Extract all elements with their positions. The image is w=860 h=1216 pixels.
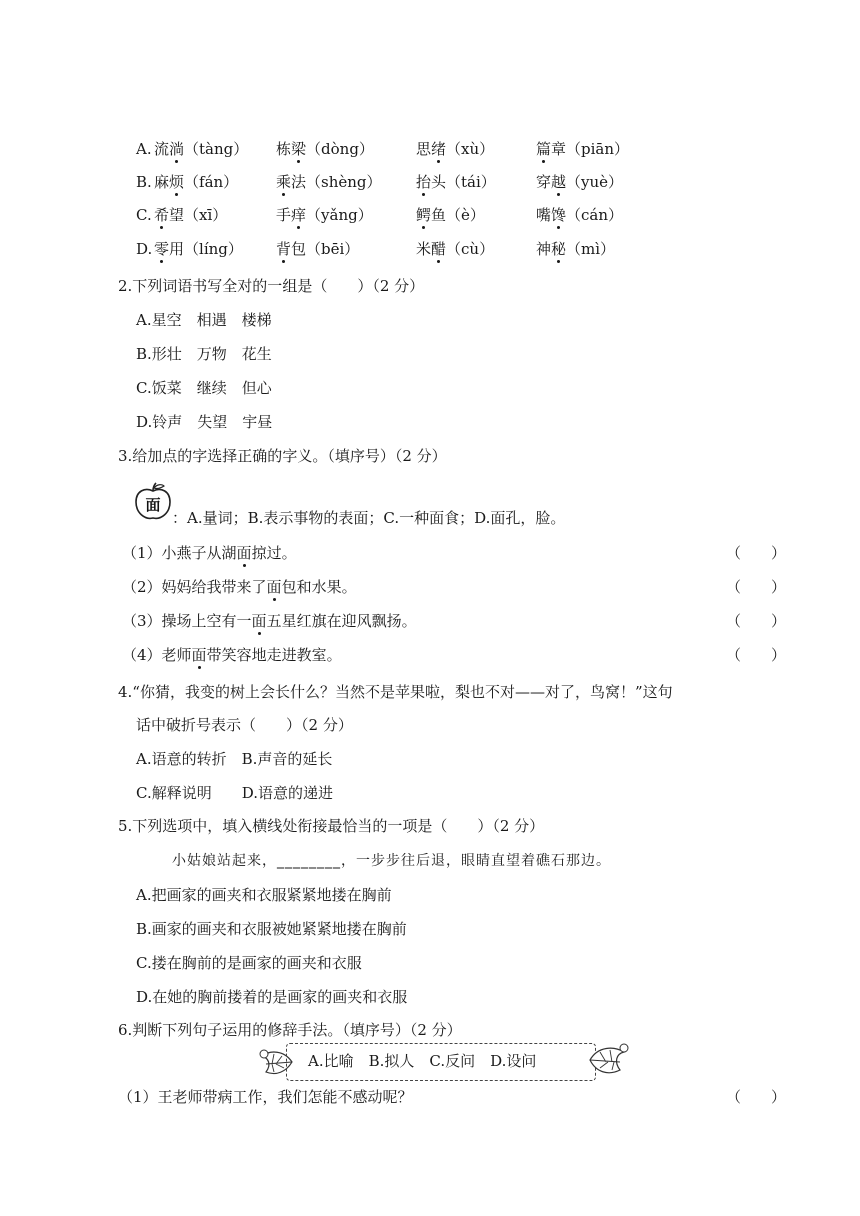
question-1-word — [536, 205, 623, 225]
question-1-word — [276, 139, 374, 159]
answer-parentheses: （ ） — [726, 646, 787, 664]
dotted-character: 希 — [154, 206, 170, 224]
answer-parentheses: （ ） — [726, 544, 787, 562]
question-2-option-b: B.形壮 万物 花生 — [136, 345, 272, 363]
question-1-option-letter: D. — [136, 240, 153, 258]
pinyin: （cù） — [446, 240, 495, 258]
question-3-item — [122, 577, 357, 597]
question-1-word — [536, 139, 629, 159]
answer-parentheses: （ ） — [726, 578, 787, 596]
pinyin: （xī） — [184, 206, 228, 224]
question-2-option-c: C.饭菜 继续 但心 — [136, 379, 272, 397]
word-character: 用 — [169, 240, 185, 258]
item-text: 五星红旗在迎风飘扬。 — [266, 612, 417, 630]
dotted-character: 烦 — [169, 173, 185, 191]
question-3-item — [122, 543, 297, 563]
item-text: 带笑容地走进教室。 — [206, 646, 342, 664]
pinyin: （xù） — [446, 140, 495, 158]
pinyin: （líng） — [184, 240, 243, 258]
word-character: 栋 — [276, 140, 292, 158]
pinyin: （è） — [446, 206, 485, 224]
pinyin: （piān） — [566, 140, 630, 158]
question-1-word — [154, 239, 243, 259]
dotted-character: 绪 — [431, 140, 447, 158]
question-4-options-line1: A.语意的转折 B.声音的延长 — [136, 750, 333, 768]
dotted-character: 醋 — [431, 240, 447, 258]
dotted-character: 痒 — [291, 206, 307, 224]
question-1-option-letter: C. — [136, 206, 152, 224]
question-5-stem: 5.下列选项中，填入横线处衔接最恰当的一项是（ ）（2 分） — [118, 817, 545, 835]
word-character: 包 — [291, 240, 307, 258]
dotted-character: 秘 — [551, 240, 567, 258]
dotted-character: 乘 — [276, 173, 292, 191]
question-5-option-d: D.在她的胸前搂着的是画家的画夹和衣服 — [136, 988, 408, 1006]
question-1-word — [276, 239, 359, 259]
pinyin: （tái） — [446, 173, 496, 191]
word-character: 麻 — [154, 173, 170, 191]
word-character: 法 — [291, 173, 307, 191]
question-3-stem: 3.给加点的字选择正确的字义。（填序号）（2 分） — [118, 447, 447, 465]
question-4-options-line2: C.解释说明 D.语意的递进 — [136, 784, 333, 802]
dotted-character: 馋 — [551, 206, 567, 224]
word-character: 思 — [416, 140, 432, 158]
question-2-option-d: D.铃声 失望 宇昼 — [136, 413, 273, 431]
word-character: 鱼 — [431, 206, 447, 224]
word-character: 嘴 — [536, 206, 552, 224]
item-text: （2）妈妈给我带来了 — [122, 578, 267, 596]
question-6-stem: 6.判断下列句子运用的修辞手法。（填序号）（2 分） — [118, 1021, 462, 1039]
answer-parentheses: （ ） — [726, 1088, 787, 1106]
word-character: 手 — [276, 206, 292, 224]
rhetoric-options: A.比喻 B.拟人 C.反问 D.设问 — [308, 1052, 537, 1070]
dotted-character: 梁 — [291, 140, 307, 158]
dotted-character: 面 — [251, 612, 267, 630]
pinyin: （shèng） — [306, 173, 382, 191]
item-text: 掠过。 — [251, 544, 297, 562]
dotted-character: 零 — [154, 240, 170, 258]
dotted-character: 背 — [276, 240, 292, 258]
leaf-ornament-right-icon — [586, 1038, 630, 1082]
dotted-character: 鳄 — [416, 206, 432, 224]
question-5-option-a: A.把画家的画夹和衣服紧紧地搂在胸前 — [136, 886, 392, 904]
question-1-word — [154, 205, 227, 225]
word-character: 章 — [551, 140, 567, 158]
question-1-word — [154, 172, 238, 192]
pinyin: （yǎng） — [306, 206, 373, 224]
apple-character: 面 — [145, 496, 161, 514]
question-4-stem-line2: 话中破折号表示（ ）（2 分） — [136, 716, 353, 734]
item-text: 包和水果。 — [281, 578, 357, 596]
question-5-option-b: B.画家的画夹和衣服被她紧紧地搂在胸前 — [136, 920, 407, 938]
dotted-character: 面 — [266, 578, 282, 596]
dotted-character: 篇 — [536, 140, 552, 158]
word-character: 望 — [169, 206, 185, 224]
question-1-word — [416, 139, 494, 159]
apple-icon — [133, 482, 173, 522]
pinyin: （fán） — [184, 173, 239, 191]
pinyin: （mì） — [566, 240, 616, 258]
pinyin: （tàng） — [184, 140, 249, 158]
question-6-item-1: （1）王老师带病工作，我们怎能不感动呢？ — [118, 1088, 413, 1106]
question-3-item — [122, 611, 417, 631]
question-1-option-letter: B. — [136, 173, 152, 191]
dotted-character: 面 — [236, 544, 252, 562]
dotted-character: 越 — [551, 173, 567, 191]
dotted-character: 抬 — [416, 173, 432, 191]
word-character: 穿 — [536, 173, 552, 191]
item-text: （3）操场上空有一 — [122, 612, 252, 630]
question-4-stem-line1: 4.“你猜，我变的树上会长什么？当然不是苹果啦，梨也不对——对了，鸟窝！”这句 — [118, 683, 673, 701]
pinyin: （bēi） — [306, 240, 360, 258]
answer-parentheses: （ ） — [726, 612, 787, 630]
question-1-option-letter: A. — [136, 140, 152, 158]
word-character: 米 — [416, 240, 432, 258]
pinyin: （yuè） — [566, 173, 624, 191]
question-1-word — [416, 205, 485, 225]
question-1-word — [154, 139, 248, 159]
question-5-option-c: C.搂在胸前的是画家的画夹和衣服 — [136, 954, 362, 972]
question-2-stem: 2.下列词语书写全对的一组是（ ）（2 分） — [118, 277, 425, 295]
question-3-meanings: ：A.量词；B.表示事物的表面；C.一种面食；D.面孔，脸。 — [172, 509, 566, 527]
word-character: 头 — [431, 173, 447, 191]
item-text: （1）小燕子从湖 — [122, 544, 237, 562]
question-2-option-a: A.星空 相遇 楼梯 — [136, 311, 272, 329]
question-3-item — [122, 645, 342, 665]
question-1-word — [416, 172, 496, 192]
question-1-word — [416, 239, 494, 259]
question-1-word — [536, 239, 615, 259]
question-1-word — [276, 172, 382, 192]
dotted-character: 面 — [191, 646, 207, 664]
pinyin: （dòng） — [306, 140, 374, 158]
question-5-sentence: 小姑娘站起来，________，一步步往后退，眼睛直望着礁石那边。 — [172, 853, 611, 869]
word-character: 神 — [536, 240, 552, 258]
question-1-word — [276, 205, 373, 225]
item-text: （4）老师 — [122, 646, 192, 664]
dotted-character: 淌 — [169, 140, 185, 158]
question-1-word — [536, 172, 623, 192]
pinyin: （cán） — [566, 206, 624, 224]
word-character: 流 — [154, 140, 170, 158]
